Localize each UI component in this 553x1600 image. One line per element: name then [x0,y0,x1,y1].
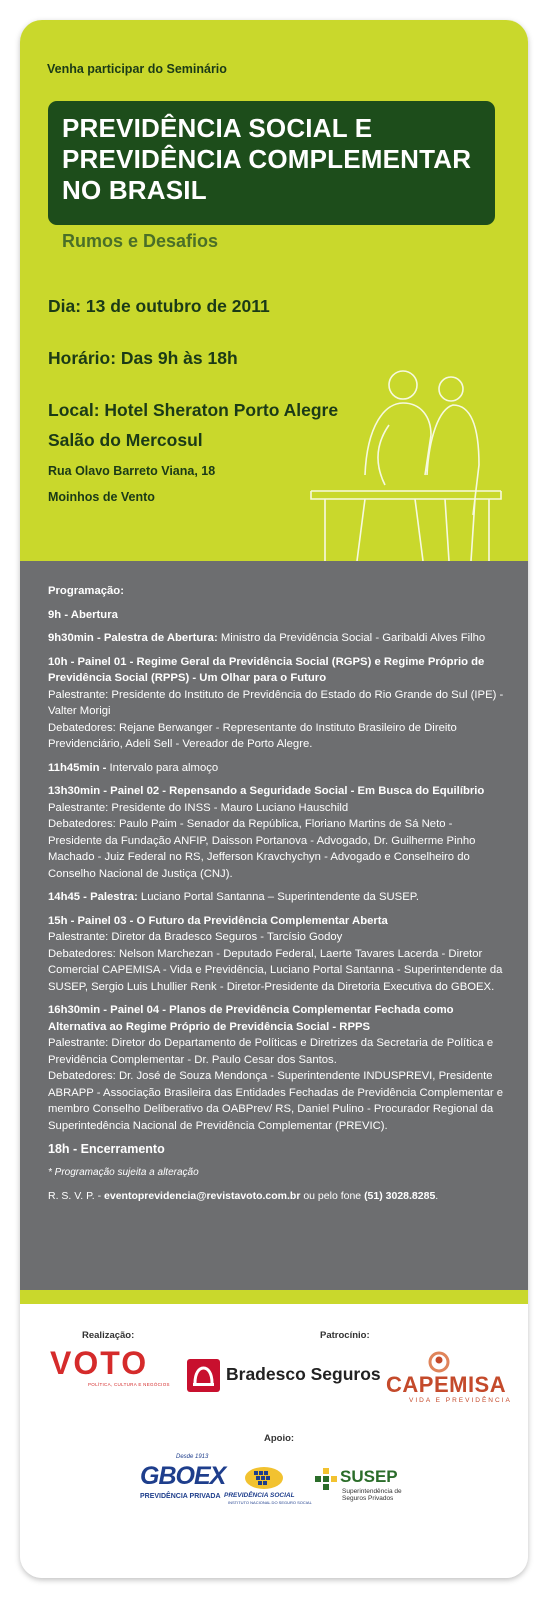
bradesco-logo-text: Bradesco Seguros [226,1364,381,1384]
program-opening: 9h - Abertura [48,608,118,621]
realizacao-label: Realização: [82,1330,135,1341]
event-room: Salão do Mercosul [48,430,203,450]
event-time: Horário: Das 9h às 18h [48,348,238,368]
previdencia-logo-tagline: INSTITUTO NACIONAL DO SEGURO SOCIAL [228,1500,312,1505]
panel-debaters: Debatedores: Nelson Marchezan - Deputado Federal, Laerte Tavares Lacerda - Diretor Comercial CAPEMISA - Vida e Previdência, Luciano Portal Santanna - Superintendente da SUSEP, Sergio Luis Lhullier Renk - Diretor-Presidente da Diretoria Executiva do GBOEX. [48,947,503,993]
capemisa-logo: CAPEMISA [386,1372,507,1397]
event-place: Local: Hotel Sheraton Porto Alegre [48,400,339,420]
program-lunch: 11h45min - Intervalo para almoço [48,761,219,774]
gboex-logo: GBOEX [140,1462,226,1490]
rsvp-phone: (51) 3028.8285 [364,1190,436,1202]
panel-debaters: Debatedores: Paulo Paim - Senador da República, Floriano Martins de Sá Neto - Presidente da Fundação ANFIP, Daisson Portanova - Advogado, Dr. Guilherme Pinho Machado - Juiz Federal no RS, Jefferson Kravchychyn - Advogado e Conselheiro do Conselho Nacional de Justiça (CNJ). [48,818,476,880]
voto-logo: VOTO [50,1345,149,1381]
event-street: Rua Olavo Barreto Viana, 18 [48,464,216,478]
capemisa-logo-tagline: VIDA E PREVIDÊNCIA [409,1397,512,1404]
event-district: Moinhos de Vento [48,490,155,504]
program-section [20,561,528,1290]
panel-speaker: Palestrante: Diretor da Bradesco Seguros - Tarcísio Godoy [48,931,343,943]
panel-title: 16h30min - Painel 04 - Planos de Previdência Complementar Fechada como Alternativa ao Regime Próprio de Previdência Social - RPPS [48,1004,454,1033]
panel-speaker: Palestrante: Presidente do Instituto de Previdência do Estado do Rio Grande do Sul (IPE) - Valter Morigi [48,688,504,717]
title-line-2: PREVIDÊNCIA COMPLEMENTAR [62,144,472,174]
program-panel-3 [48,913,508,996]
hero-section [20,20,528,561]
susep-logo-icon [315,1468,337,1490]
program-closing: 18h - Encerramento [48,1142,165,1156]
voto-logo-tagline: POLÍTICA, CULTURA E NEGÓCIOS [88,1382,170,1387]
panel-debaters: Debatedores: Dr. José de Souza Mendonça - Superintendente INDUSPREVI, Presidente ABRAPP - Associação Brasileira das Entidades Fechadas de Previdência Complementar e membro Conselho Deliberativo da OABPrev/ RS, Daniel Pulino - Procurador Regional da Superintedência Nacional de Previdência Complementar (PREVIC). [48,1070,504,1132]
panel-speaker: Palestrante: Presidente do INSS - Mauro Luciano Hauschild [48,801,349,814]
lime-band [20,1290,528,1304]
susep-logo-tagline: Superintendência de Seguros Privados [342,1488,402,1502]
panel-title: 10h - Painel 01 - Regime Geral da Previdência Social (RGPS) e Regime Próprio de Previdência Social (RPPS) - Um Olhar para o Futuro [48,655,485,684]
panel-title: 15h - Painel 03 - O Futuro da Previdência Complementar Aberta [48,914,388,927]
capemisa-logo-icon [428,1351,450,1373]
program-heading: Programação: [48,585,124,597]
program-panel-2 [48,783,508,882]
previdencia-logo: PREVIDÊNCIA SOCIAL [224,1492,295,1499]
program-note: * Programação sujeita a alteração [48,1166,199,1178]
sponsors-section [20,1304,528,1578]
title-box [48,101,495,225]
susep-logo: SUSEP [340,1467,398,1486]
title-line-3: NO BRASIL [62,175,207,205]
panel-speaker: Palestrante: Diretor do Departamento de Políticas e Diretrizes da Secretaria de Política e Previdência Complementar - Dr. Paulo Cesar dos Santos. [48,1037,494,1066]
gboex-since: Desde 1913 [176,1454,209,1460]
program-item-opening-talk: 9h30min - Palestra de Abertura: Ministro da Previdência Social - Garibaldi Alves Filho [48,632,486,644]
panel-debaters: Debatedores: Rejane Berwanger - Representante do Instituto Brasileiro de Direito Previdenciário, Adeli Sell - Vereador de Porto Alegre. [48,721,457,750]
rsvp-email-link[interactable]: eventoprevidencia@revistavoto.com.br [104,1190,301,1202]
program-talk: 14h45 - Palestra: Luciano Portal Santanna – Superintendente da SUSEP. [48,891,419,903]
subtitle: Rumos e Desafios [62,231,219,251]
intro-text: Venha participar do Seminário [47,62,227,76]
apoio-label: Apoio: [264,1433,295,1444]
program-panel-1 [48,654,508,753]
gboex-logo-tagline: PREVIDÊNCIA PRIVADA [140,1493,221,1500]
bradesco-logo-icon [187,1359,220,1392]
program-panel-4 [48,1002,508,1134]
rsvp-line: R. S. V. P. - eventoprevidencia@revistavoto.com.br ou pelo fone (51) 3028.8285. [48,1190,439,1202]
previdencia-logo-icon [244,1466,284,1490]
title-line-1: PREVIDÊNCIA SOCIAL E [62,113,373,143]
event-date: Dia: 13 de outubro de 2011 [48,296,270,316]
patrocinio-label: Patrocínio: [320,1330,370,1341]
couple-illustration-icon [305,365,505,561]
panel-title: 13h30min - Painel 02 - Repensando a Seguridade Social - Em Busca do Equilíbrio [48,785,485,797]
flyer-card [20,20,528,1578]
